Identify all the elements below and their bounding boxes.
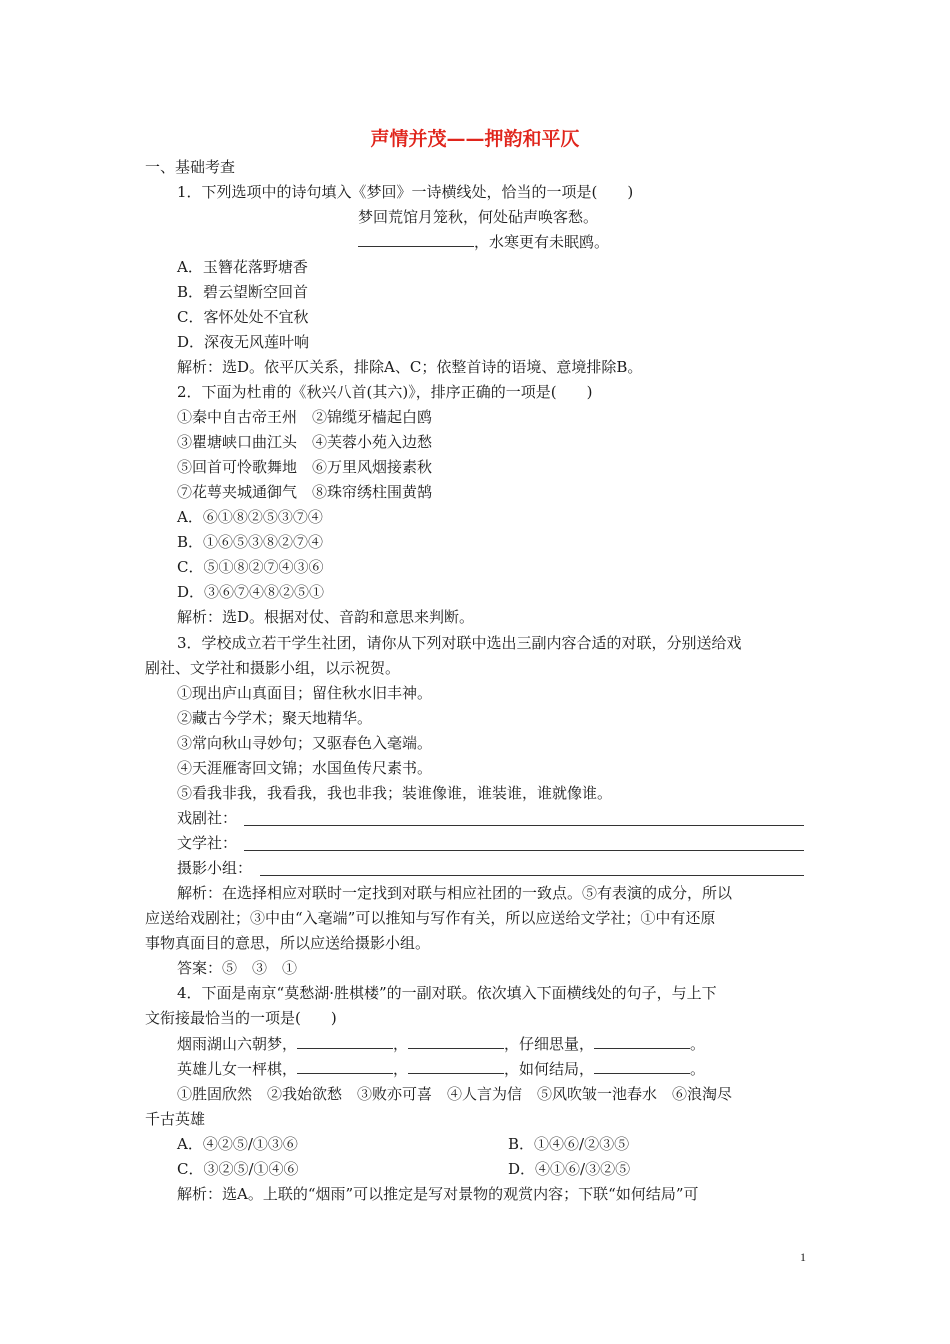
q4-lower-blank-3[interactable] bbox=[594, 1059, 690, 1074]
q3-analysis-line1: 解析：在选择相应对联时一定找到对联与相应社团的一致点。⑤有表演的成分，所以 bbox=[177, 884, 733, 902]
q4-lower-text-a: 英雄儿女一枰棋， bbox=[177, 1060, 298, 1078]
q3-couplet: ②藏古今学术；聚天地精华。 bbox=[177, 709, 373, 727]
q1-analysis: 解析：选D。依平仄关系，排除A、C；依整首诗的语境、意境排除B。 bbox=[177, 358, 643, 376]
q4-options-line1: ①胜固欣然 ②我始欲愁 ③败亦可喜 ④人言为信 ⑤风吹皱一池春水 ⑥浪淘尽 bbox=[177, 1085, 733, 1103]
q3-field-label-literature: 文学社： bbox=[177, 834, 238, 852]
q3-couplet: ③常向秋山寻妙句；又驱春色入毫端。 bbox=[177, 734, 433, 752]
q4-lower-blank-1[interactable] bbox=[297, 1059, 393, 1074]
q2-stem: 2．下面为杜甫的《秋兴八首(其六)》，排序正确的一项是( ) bbox=[177, 383, 593, 401]
q4-option-a: A．④②⑤/①③⑥ bbox=[177, 1135, 298, 1153]
q4-lower-text-d: 。 bbox=[690, 1060, 706, 1078]
q2-analysis: 解析：选D。根据对仗、音韵和意思来判断。 bbox=[177, 608, 475, 626]
q2-option-a: A．⑥①⑧②⑤③⑦④ bbox=[177, 508, 323, 526]
q3-couplet: ①现出庐山真面目；留住秋水旧丰神。 bbox=[177, 684, 433, 702]
q4-lower-text-c: ，如何结局， bbox=[504, 1060, 595, 1078]
q1-option-c: C．客怀处处不宜秋 bbox=[177, 308, 309, 326]
q4-upper-text-a: 烟雨湖山六朝梦， bbox=[177, 1035, 298, 1053]
q4-lower-text-b: ， bbox=[393, 1060, 409, 1078]
q4-analysis: 解析：选A。上联的“烟雨”可以推定是写对景物的观赏内容；下联“如何结局”可 bbox=[177, 1185, 699, 1203]
q4-upper-text-c: ，仔细思量， bbox=[504, 1035, 595, 1053]
q4-upper-text-d: 。 bbox=[690, 1035, 706, 1053]
q3-stem-line1: 3．学校成立若干学生社团，请你从下列对联中选出三副内容合适的对联，分别送给戏 bbox=[177, 634, 742, 652]
page-title: 声情并茂——押韵和平仄 bbox=[370, 128, 580, 150]
q4-lower-blank-2[interactable] bbox=[408, 1059, 504, 1074]
q3-analysis-line3: 事物真面目的意思，所以应送给摄影小组。 bbox=[145, 934, 431, 952]
q3-answer: 答案：⑤ ③ ① bbox=[177, 959, 298, 977]
q1-option-d: D．深夜无风莲叶响 bbox=[177, 333, 310, 351]
q4-stem-line2: 文衔接最恰当的一项是( ) bbox=[145, 1009, 337, 1027]
q3-analysis-line2: 应送给戏剧社；③中由“入毫端”可以推知与写作有关，所以应送给文学社；①中有还原 bbox=[145, 909, 716, 927]
q3-stem-line2: 剧社、文学社和摄影小组，以示祝贺。 bbox=[145, 659, 401, 677]
page-number: 1 bbox=[800, 1250, 806, 1264]
q4-upper-blank-2[interactable] bbox=[408, 1034, 504, 1049]
q4-option-d: D．④①⑥/③②⑤ bbox=[508, 1160, 631, 1178]
q4-upper-text-b: ， bbox=[393, 1035, 409, 1053]
q2-option-b: B．①⑥⑤③⑧②⑦④ bbox=[177, 533, 324, 551]
q1-option-a: A．玉簪花落野塘香 bbox=[177, 258, 308, 276]
q2-poem-line: ⑦花萼夹城通御气 ⑧珠帘绣柱围黄鹄 bbox=[177, 483, 433, 501]
q4-couplet-upper bbox=[177, 1034, 705, 1054]
q4-stem-line1: 4．下面是南京“莫愁湖·胜棋楼”的一副对联。依次填入下面横线处的句子，与上下 bbox=[177, 984, 717, 1002]
q1-poem-line2-text: ，水寒更有未眠鸥。 bbox=[474, 233, 610, 251]
q4-upper-blank-1[interactable] bbox=[297, 1034, 393, 1049]
q3-field-literature-blank[interactable] bbox=[244, 849, 804, 851]
q2-poem-line: ⑤回首可怜歌舞地 ⑥万里风烟接素秋 bbox=[177, 458, 433, 476]
q3-field-drama-blank[interactable] bbox=[244, 824, 804, 826]
q3-field-label-photo: 摄影小组： bbox=[177, 859, 253, 877]
q4-couplet-lower bbox=[177, 1059, 705, 1079]
q4-options-line2: 千古英雄 bbox=[145, 1110, 206, 1128]
q1-stem: 1．下列选项中的诗句填入《梦回》一诗横线处，恰当的一项是( ) bbox=[177, 183, 634, 201]
q2-poem-line: ③瞿塘峡口曲江头 ④芙蓉小苑入边愁 bbox=[177, 433, 433, 451]
q2-option-c: C．⑤①⑧②⑦④③⑥ bbox=[177, 558, 324, 576]
q2-option-d: D．③⑥⑦④⑧②⑤① bbox=[177, 583, 325, 601]
q3-field-label-drama: 戏剧社： bbox=[177, 809, 238, 827]
q4-option-c: C．③②⑤/①④⑥ bbox=[177, 1160, 299, 1178]
q3-couplet: ⑤看我非我，我看我，我也非我；装谁像谁，谁装谁，谁就像谁。 bbox=[177, 784, 613, 802]
q2-poem-line: ①秦中自古帝王州 ②锦缆牙樯起白鸥 bbox=[177, 408, 433, 426]
q1-poem-line2 bbox=[358, 232, 609, 252]
section-heading: 一、基础考查 bbox=[145, 158, 236, 176]
q3-couplet: ④天涯雁寄回文锦；水国鱼传尺素书。 bbox=[177, 759, 433, 777]
q4-upper-blank-3[interactable] bbox=[594, 1034, 690, 1049]
q1-answer-blank[interactable] bbox=[358, 232, 474, 247]
q3-field-photo-blank[interactable] bbox=[260, 874, 804, 876]
q1-option-b: B．碧云望断空回首 bbox=[177, 283, 309, 301]
q1-poem-line1: 梦回荒馆月笼秋，何处砧声唤客愁。 bbox=[358, 208, 599, 226]
q4-option-b: B．①④⑥/②③⑤ bbox=[508, 1135, 630, 1153]
